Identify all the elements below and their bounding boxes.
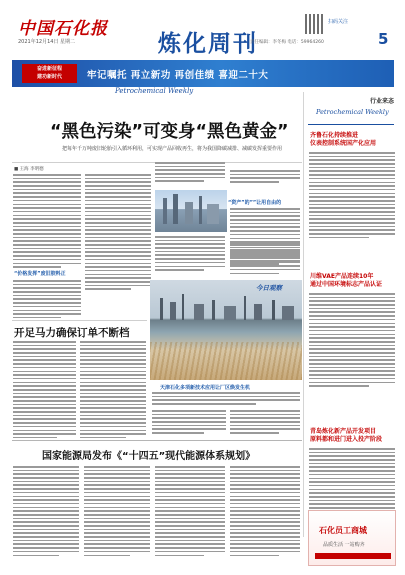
lead-body-col-1 (13, 174, 81, 270)
photo-caption: 天津石化多项新技术应用让厂区焕发生机 (160, 385, 251, 391)
lead-subhead-1: “价格发挥”废旧胶料正 (14, 271, 66, 277)
column-header-brand: Petrochemical Weekly (316, 108, 389, 116)
editor-line: 责任编辑：李冬梅 电话：59964260 (250, 40, 324, 45)
today-watch-kicker: 今日观察 (256, 284, 282, 292)
lead-body-col-3 (155, 162, 225, 184)
mid-story-body-1 (13, 341, 76, 441)
right-news-body-3 (309, 448, 395, 514)
lead-body-col-1b (13, 280, 81, 321)
banner-tag: 奋进新征程 建功新时代 (22, 64, 77, 83)
lead-body-col-2 (85, 174, 151, 292)
banner-slogan: 牢记嘱托 再立新功 再创佳绩 喜迎二十大 (87, 70, 269, 81)
mall-ad-bar (315, 553, 391, 559)
bottom-body-3 (155, 466, 225, 558)
qr-code-icon (305, 14, 325, 34)
lead-title: “黑色污染”可变身“黑色黄金” (50, 122, 289, 142)
slogan-banner (12, 60, 394, 87)
bottom-body-1 (13, 466, 79, 558)
mid-story-title: 开足马力确保订单不断档 (14, 327, 130, 339)
bottom-body-4 (230, 466, 300, 558)
mid-story-body-3 (152, 410, 226, 436)
mall-ad-slogan: 品质生活 一站购齐 (323, 542, 365, 548)
page-number: 5 (378, 30, 389, 48)
lead-byline: ■ 王海 李明德 (14, 167, 44, 172)
lead-deck: 把每年千万吨废旧轮胎引入循环利用，可实现产品回收再生，将为我国降碳减排、减碳发挥重要作用 (62, 146, 283, 152)
date-line: 2021年12月14日 星期二 (18, 39, 76, 45)
section-title: 炼化周刊 (158, 31, 258, 57)
mall-ad-brand: 石化员工商城 (319, 526, 367, 535)
mid-story-body-2 (80, 341, 146, 441)
lead-body-col-3b (155, 236, 225, 273)
lead-body-col-4b (230, 243, 300, 276)
right-news-body-1 (309, 152, 395, 241)
mall-ad[interactable] (308, 510, 396, 566)
wetland-photo (150, 280, 302, 380)
masthead (0, 0, 405, 60)
refinery-photo (155, 190, 227, 232)
column-header (308, 96, 394, 128)
right-news-title-3: 青岛炼化新产品开发项目 原料都和进门进入投产阶段 (310, 428, 383, 443)
right-news-title-2: 川维VAE产品连续10年 通过中国环境标志产品认证 (310, 273, 383, 288)
mid-story-body-4 (230, 410, 300, 436)
paper-logo: 中国石化报 (18, 19, 108, 39)
bottom-body-2 (84, 466, 150, 558)
caption-body (152, 392, 300, 407)
qr-caption: 扫码关注 (328, 19, 349, 25)
column-header-title: 行业来忞 (369, 98, 394, 105)
banner-en-logo-text: Petrochemical Weekly (115, 87, 194, 95)
bottom-story-title: 国家能源局发布《“十四五”现代能源体系规划》 (42, 451, 256, 462)
lead-body-col-5 (230, 170, 300, 185)
right-news-body-2 (309, 293, 395, 389)
middle-subhead: “资产”的””让用自由的 (228, 200, 282, 206)
right-news-title-1: 齐鲁石化持续推进 仪表控制系统国产化应用 (310, 132, 377, 147)
